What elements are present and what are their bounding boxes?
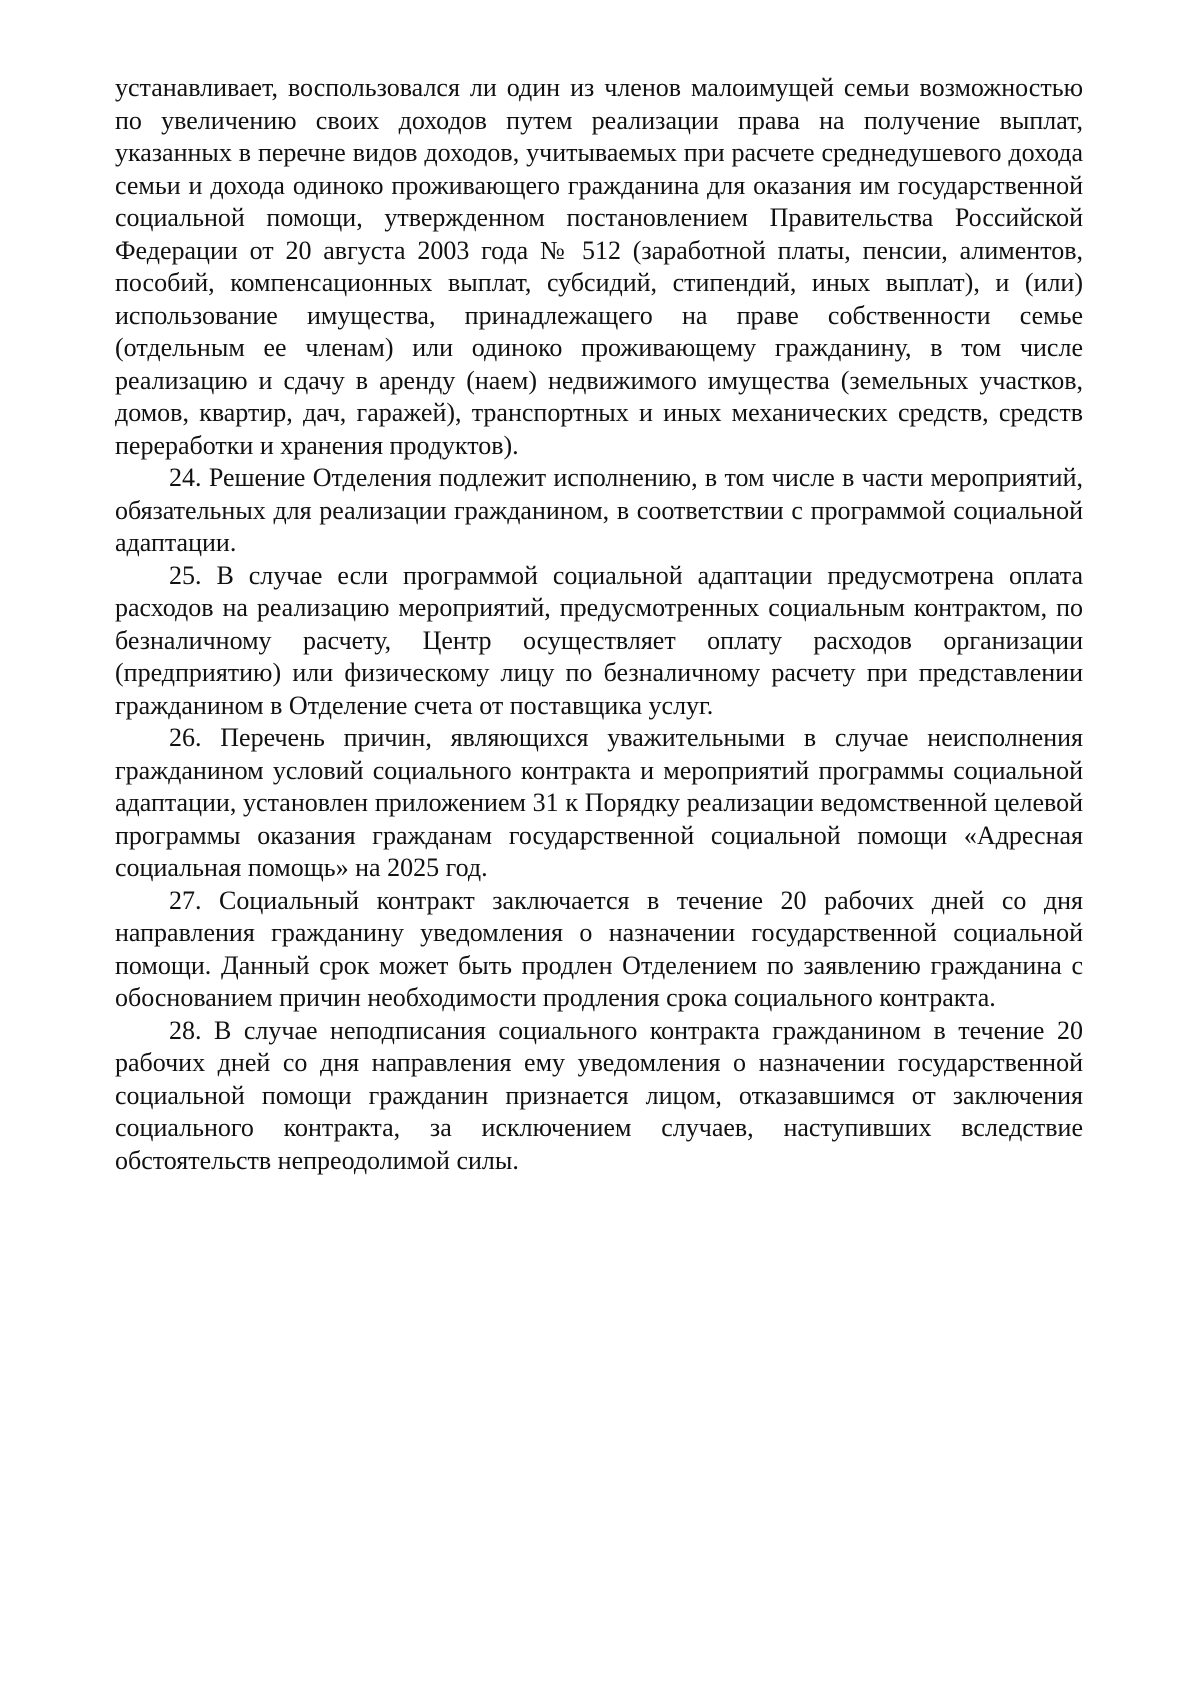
paragraph-24: 24. Решение Отделения подлежит исполнению, в том числе в части мероприятий, обязательных для реализации гражданином, в соответствии с программой социальной адаптации. — [115, 463, 1083, 557]
paragraph-25: 25. В случае если программой социальной адаптации предусмотрена оплата расходов на реализацию мероприятий, предусмотренных социальным контрактом, по безналичному расчету, Центр осуществляет оплату расходов организации (предприятию) или физическому лицу по безналичному расчету при представлении гражданином в Отделение счета от поставщика услуг. — [115, 560, 1083, 720]
paragraph-28: 28. В случае неподписания социального контракта гражданином в течение 20 рабочих дней со дня направления ему уведомления о назначении государственной социальной помощи гражданин признается лицом, отказавшимся от заключения социального контракта, за исключением случаев, наступивших вследствие обстоятельств непреодолимой силы. — [115, 1015, 1083, 1175]
paragraph-26: 26. Перечень причин, являющихся уважительными в случае неисполнения гражданином условий социального контракта и мероприятий программы социальной адаптации, установлен приложением 31 к Порядку реализации ведомственной целевой программы оказания гражданам государственной социальной помощи «Адресная социальная помощь» на 2025 год. — [115, 723, 1083, 882]
document-body — [115, 72, 1083, 1177]
paragraph-27: 27. Социальный контракт заключается в течение 20 рабочих дней со дня направления гражданину уведомления о назначении государственной социальной помощи. Данный срок может быть продлен Отделением по заявлению гражданина с обоснованием причин необходимости продления срока социального контракта. — [115, 885, 1083, 1012]
paragraph-continuation: устанавливает, воспользовался ли один из членов малоимущей семьи возможностью по увеличению своих доходов путем реализации права на получение выплат, указанных в перечне видов доходов, учитываемых при расчете среднедушевого дохода семьи и дохода одиноко проживающего гражданина для оказания им государственной социальной помощи, утвержденном постановлением Правительства Российской Федерации от 20 августа 2003 года № 512 (заработной платы, пенсии, алиментов, пособий, компенсационных выплат, субсидий, стипендий, иных выплат), и (или) использование имущества, принадлежащего на праве собственности семье (отдельным ее членам) или одиноко проживающему гражданину, в том числе реализацию и сдачу в аренду (наем) недвижимого имущества (земельных участков, домов, квартир, дач, гаражей), транспортных и иных механических средств, средств переработки и хранения продуктов). — [115, 73, 1083, 460]
